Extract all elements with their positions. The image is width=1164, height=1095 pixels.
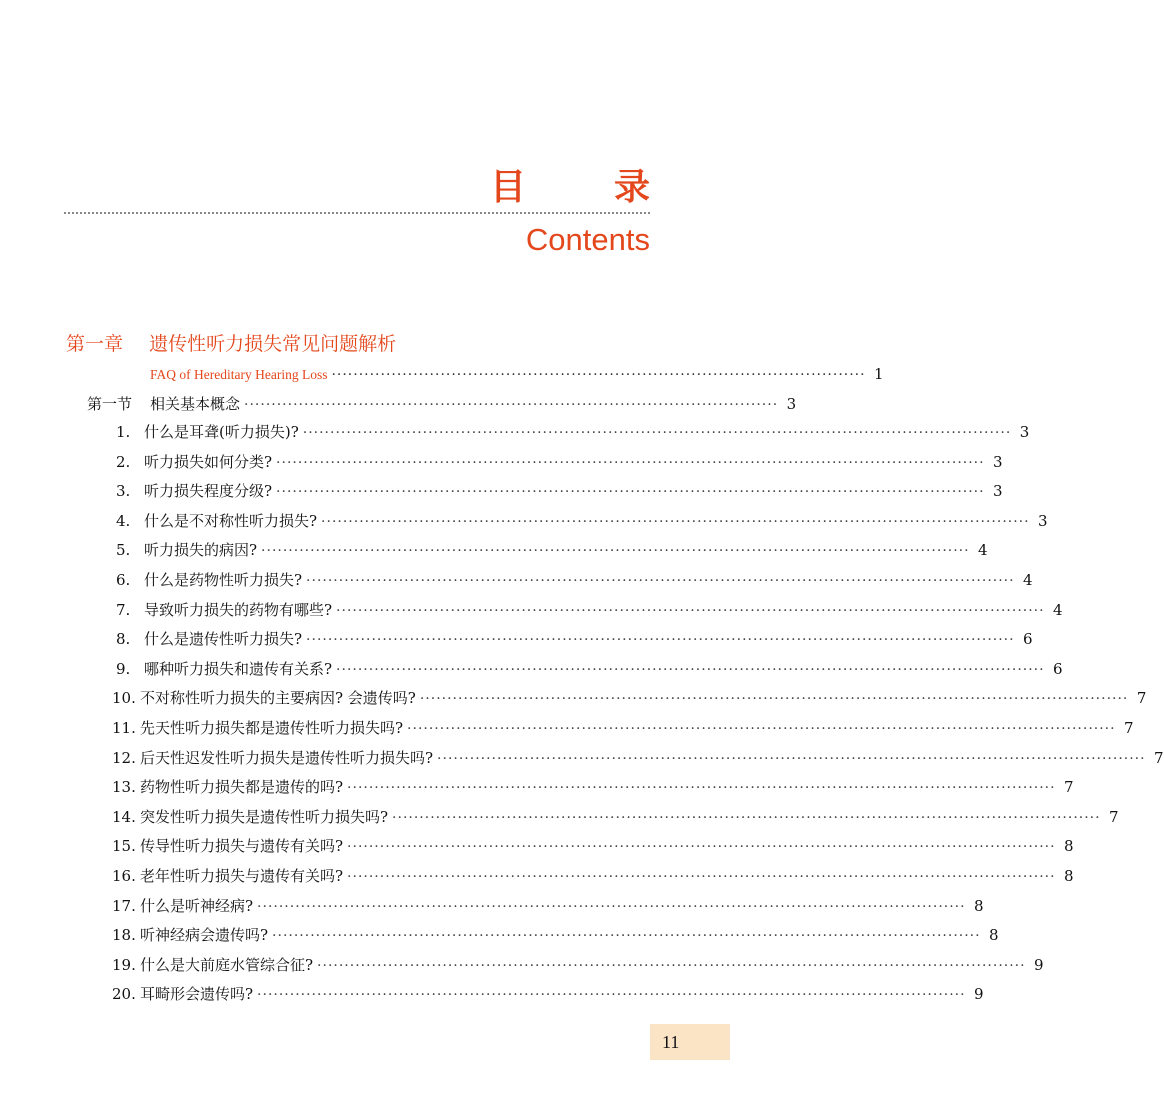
toc-entry[interactable] <box>112 953 1044 977</box>
section-entry[interactable] <box>87 392 797 416</box>
entry-number: 10. <box>112 689 136 707</box>
entry-number: 8. <box>116 630 131 648</box>
entry-number: 1. <box>116 423 131 441</box>
dot-leader: ·································································································································· <box>392 810 1101 826</box>
page-number: 9 <box>1034 956 1044 974</box>
title-divider <box>64 212 650 214</box>
chapter-title: 遗传性听力损失常见问题解析 <box>149 333 397 355</box>
toc-entry[interactable] <box>116 598 1063 622</box>
section-number: 第一节 <box>87 395 133 413</box>
toc-entry[interactable] <box>116 509 1048 533</box>
page-number: 8 <box>974 897 984 915</box>
entry-number: 11. <box>112 719 136 737</box>
entry-title: 听力损失的病因? <box>144 541 258 559</box>
entry-number: 12. <box>112 749 136 767</box>
page-number-badge: 11 <box>650 1024 730 1060</box>
entry-title: 传导性听力损失与遗传有关吗? <box>140 837 344 855</box>
entry-title: 耳畸形会遗传吗? <box>140 985 254 1003</box>
title-cn-char-2: 录 <box>613 167 650 208</box>
dot-leader: ·································································································································· <box>336 603 1045 619</box>
entry-number: 2. <box>116 453 131 471</box>
entry-number: 9. <box>116 660 131 678</box>
dot-leader: ·································································································································· <box>261 543 970 559</box>
toc-entry[interactable] <box>112 746 1164 770</box>
dot-leader: ·································································································································· <box>347 839 1056 855</box>
toc-entry[interactable] <box>116 538 988 562</box>
page-number: 4 <box>1023 571 1033 589</box>
page-number: 6 <box>1053 660 1063 678</box>
dot-leader: ·································································································································· <box>336 662 1045 678</box>
entry-number: 16. <box>112 867 136 885</box>
entry-number: 6. <box>116 571 131 589</box>
entry-number: 14. <box>112 808 136 826</box>
page-number: 1 <box>874 365 884 383</box>
toc-entry[interactable] <box>112 775 1074 799</box>
page-number: 8 <box>989 926 999 944</box>
page-number: 7 <box>1136 689 1147 707</box>
toc-entry[interactable] <box>112 982 984 1006</box>
page-number: 7 <box>1064 778 1074 796</box>
dot-leader: ·································································································································· <box>272 928 981 944</box>
dot-leader: ·································································································································· <box>407 721 1116 737</box>
entry-title: 不对称性听力损失的主要病因? 会遗传吗? <box>140 689 416 707</box>
chapter-heading[interactable] <box>66 330 396 358</box>
page-number: 7 <box>1154 749 1164 767</box>
toc-entry[interactable] <box>112 805 1119 829</box>
title-cn-char-1: 目 <box>490 167 527 208</box>
dot-leader: ·································································································································· <box>317 958 1026 974</box>
page-number: 3 <box>1019 423 1030 441</box>
chapter-english-entry[interactable] <box>150 362 884 386</box>
entry-title: 先天性听力损失都是遗传性听力损失吗? <box>140 719 404 737</box>
dot-leader: ·································································································································· <box>276 455 985 471</box>
dot-leader: ·································································································· <box>331 367 866 383</box>
page-number: 3 <box>786 395 797 413</box>
entry-title: 什么是听神经病? <box>140 897 254 915</box>
entry-title: 老年性听力损失与遗传有关吗? <box>140 867 344 885</box>
entry-number: 5. <box>116 541 131 559</box>
dot-leader: ·································································································································· <box>347 780 1056 796</box>
dot-leader: ·································································································································· <box>257 987 966 1003</box>
dot-leader: ·································································································································· <box>419 691 1129 707</box>
toc-entry[interactable] <box>112 894 984 918</box>
contents-title-cn <box>490 160 650 216</box>
entry-title: 听神经病会遗传吗? <box>140 926 269 944</box>
dot-leader: ·································································································································· <box>437 751 1146 767</box>
dot-leader: ·································································································································· <box>306 632 1015 648</box>
page-number: 3 <box>993 482 1003 500</box>
section-title: 相关基本概念 <box>150 395 241 413</box>
entry-number: 18. <box>112 926 136 944</box>
entry-title: 药物性听力损失都是遗传的吗? <box>140 778 344 796</box>
page-number: 4 <box>978 541 988 559</box>
entry-title: 哪种听力损失和遗传有关系? <box>144 660 333 678</box>
page-number: 9 <box>974 985 984 1003</box>
toc-entry[interactable] <box>116 450 1003 474</box>
entry-number: 4. <box>116 512 131 530</box>
toc-entry[interactable] <box>112 923 999 947</box>
toc-entry[interactable] <box>116 657 1063 681</box>
page-number: 3 <box>1038 512 1048 530</box>
entry-title: 什么是耳聋(听力损失)? <box>144 423 299 441</box>
contents-title-en: Contents <box>525 222 650 257</box>
toc-entry[interactable] <box>116 568 1033 592</box>
page-number: 6 <box>1023 630 1033 648</box>
chapter-number: 第一章 <box>66 333 124 355</box>
dot-leader: ·································································································································· <box>302 425 1012 441</box>
entry-number: 20. <box>112 985 136 1003</box>
toc-entry[interactable] <box>116 627 1033 651</box>
entry-number: 7. <box>116 601 131 619</box>
toc-entry[interactable] <box>112 834 1074 858</box>
toc-entry[interactable] <box>112 864 1074 888</box>
entry-title: 什么是不对称性听力损失? <box>144 512 318 530</box>
entry-title: 什么是遗传性听力损失? <box>144 630 303 648</box>
entry-title: 听力损失程度分级? <box>144 482 273 500</box>
entry-title: 后天性迟发性听力损失是遗传性听力损失吗? <box>140 749 434 767</box>
entry-title: 导致听力损失的药物有哪些? <box>144 601 333 619</box>
toc-entry[interactable] <box>116 479 1003 503</box>
dot-leader: ·································································································································· <box>321 514 1030 530</box>
page-number: 3 <box>993 453 1003 471</box>
page-number: 8 <box>1064 837 1074 855</box>
entry-title: 什么是大前庭水管综合征? <box>140 956 314 974</box>
chapter-english-title: FAQ of Hereditary Hearing Loss <box>150 367 328 382</box>
dot-leader: ·································································································································· <box>257 899 966 915</box>
entry-number: 13. <box>112 778 136 796</box>
page-number: 8 <box>1064 867 1074 885</box>
entry-number: 17. <box>112 897 136 915</box>
dot-leader: ·································································································································· <box>347 869 1056 885</box>
toc-entry[interactable] <box>112 686 1147 710</box>
entry-number: 19. <box>112 956 136 974</box>
dot-leader: ·································································································· <box>244 397 779 413</box>
entry-title: 什么是药物性听力损失? <box>144 571 303 589</box>
dot-leader: ·································································································································· <box>306 573 1015 589</box>
toc-entry[interactable] <box>112 716 1134 740</box>
toc-entry[interactable] <box>116 420 1030 444</box>
page-number: 4 <box>1053 601 1063 619</box>
entry-title: 听力损失如何分类? <box>144 453 273 471</box>
entry-number: 15. <box>112 837 136 855</box>
page-number: 7 <box>1109 808 1119 826</box>
dot-leader: ·································································································································· <box>276 484 985 500</box>
page-number: 7 <box>1124 719 1134 737</box>
entry-number: 3. <box>116 482 131 500</box>
entry-title: 突发性听力损失是遗传性听力损失吗? <box>140 808 389 826</box>
